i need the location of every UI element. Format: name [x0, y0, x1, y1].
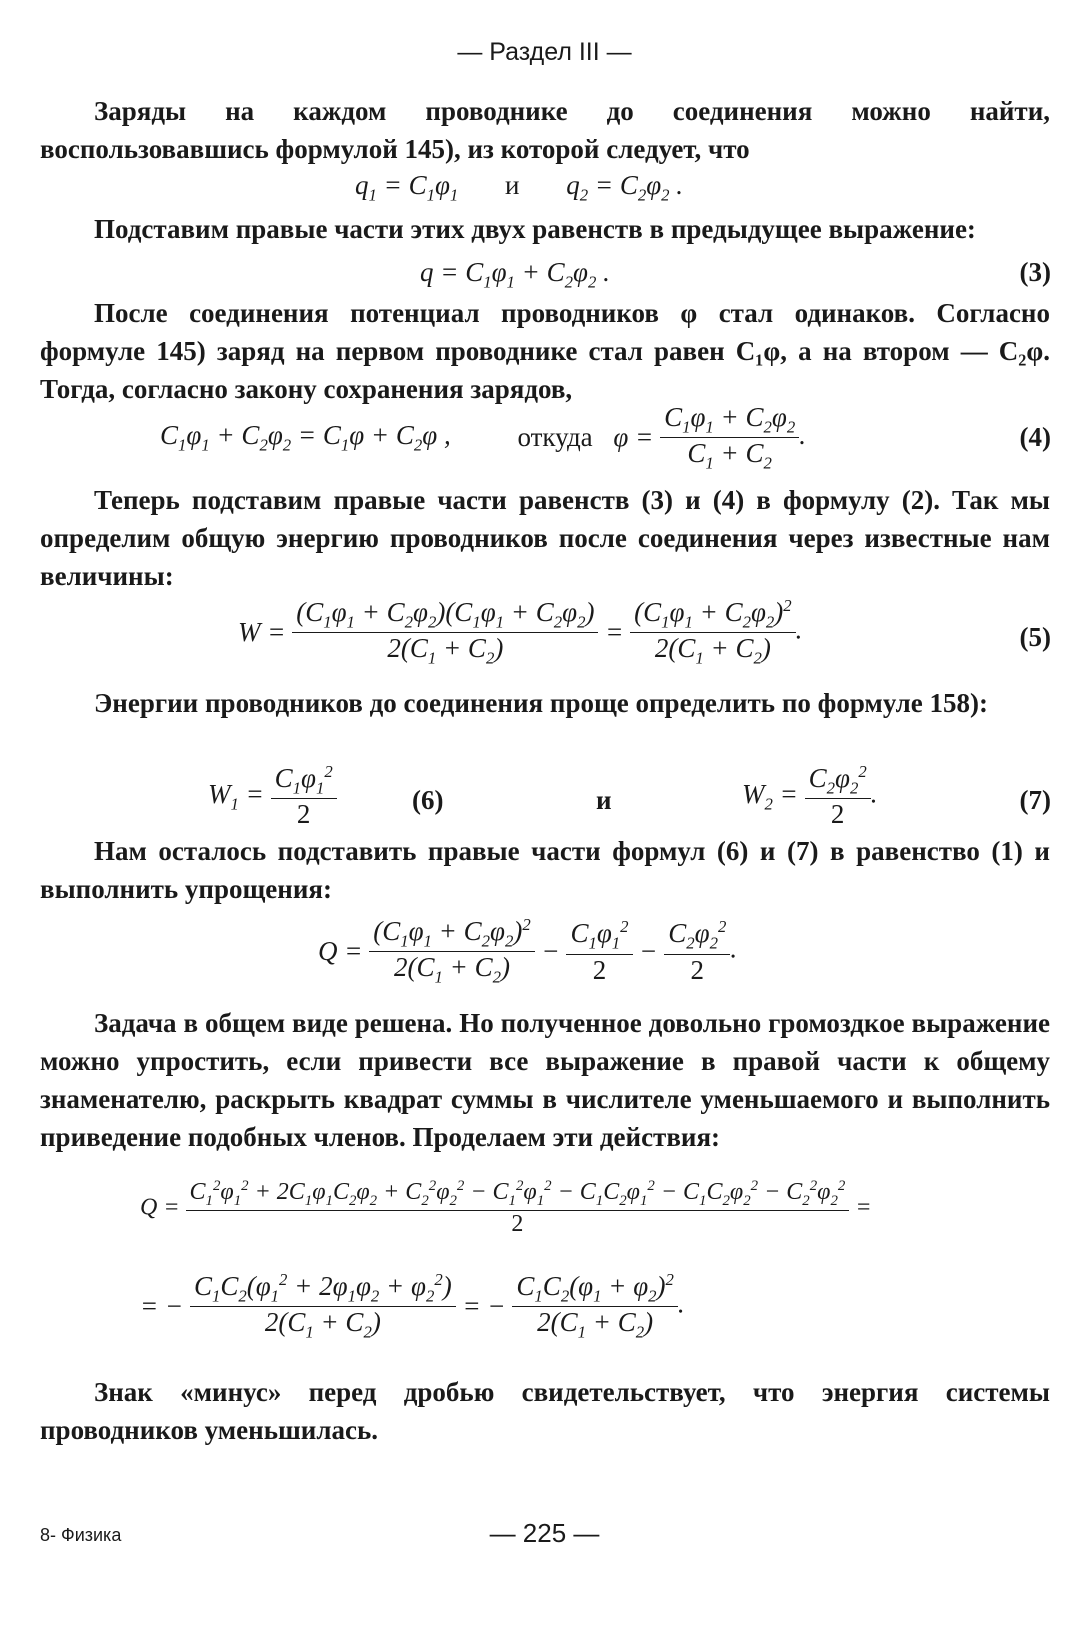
- formula-Q-result: = − $\frac{C_1C_2(\varphi_1^2 + 2\varphi_1\varphi_2 + \varphi_2^2)}{2(C_1 + C_2)}$ = − $\frac{C_1C_2(\varphi_1 + \varphi_2)^2}{2(C_1 + C_2)}$ .: [140, 1270, 685, 1342]
- whence-word: откуда: [517, 422, 593, 453]
- formula-5: W = $\frac{(C_1\varphi_1 + C_2\varphi_2)(C_1\varphi_1 + C_2\varphi_2)}{2(C_1 + C_2)}$ = $\frac{(C_1\varphi_1 + C_2\varphi_2)^2}{2(C_1 + C_2)}$ .: [238, 596, 803, 668]
- formula-7: $W_2$ = $\frac{C_2\varphi_2^2}{2}$ .: [742, 762, 878, 830]
- section-header: — Раздел III —: [457, 38, 632, 66]
- formula-3: $q = C_1\varphi_1 + C_2\varphi_2$ .: [420, 257, 610, 292]
- equation-number-5: (5): [1019, 622, 1051, 652]
- equation-number-6: (6): [412, 785, 444, 815]
- and-word-2: и: [596, 785, 612, 815]
- footer-signature: 8- Физика: [40, 1525, 122, 1545]
- formula-6: $W_1$ = $\frac{C_1\varphi_1^2}{2}$: [208, 762, 337, 830]
- paragraph-7: Задача в общем виде решена. Но полученное довольно громоздкое выражение можно упростить, если привести все выражение в правой части к общему знаменателю, раскрыть квадрат суммы в числителе уменьшаемого и выполнить приведение подобных членов. Проделаем эти действия:: [40, 1008, 1050, 1152]
- equation-number-4: (4): [1019, 422, 1051, 452]
- equation-number-7: (7): [1019, 785, 1051, 815]
- and-word: и: [505, 170, 520, 200]
- paragraph-6: Нам осталось подставить правые части формул (6) и (7) в равенство (1) и выполнить упрощения:: [40, 836, 1050, 904]
- paragraph-4: Теперь подставим правые части равенств (3) и (4) в формулу (2). Так мы определим общую энергию проводников после соединения через известные нам величины:: [40, 485, 1050, 591]
- paragraph-8: Знак «минус» перед дробью свидетельствует, что энергия системы проводников уменьшилась.: [40, 1377, 1050, 1445]
- paragraph-2: Подставим правые части этих двух равенств в предыдущее выражение:: [94, 214, 976, 244]
- formula-charges: $q_1 = C_1\varphi_1$ и $q_2 = C_2\varphi_2$ .: [355, 170, 684, 205]
- fraction-phi: $\frac{C_1\varphi_1 + C_2\varphi_2}{C_1 + C_2}$: [660, 402, 799, 474]
- formula-4: $C_1\varphi_1 + C_2\varphi_2 = C_1\varphi + C_2\varphi$ , откуда φ = $\frac{C_1\varphi_1 + C_2\varphi_2}{C_1 + C_2}$ .: [160, 402, 806, 473]
- equation-number-3: (3): [1019, 257, 1051, 287]
- formula-Q-expanded: Q = $C_1^2\varphi_1^2 + 2C_1\varphi_1C_2\varphi_2 + C_2^2\varphi_2^2 - C_1^2\varphi_1^2 - C_1C_2\varphi_1^2 - C_1C_2\varphi_2^2 - C_2^2\varphi_2^2$ 2 =: [140, 1178, 872, 1237]
- page-number: — 225 —: [489, 1518, 600, 1548]
- formula-Q: Q = $\frac{(C_1\varphi_1 + C_2\varphi_2)^2}{2(C_1 + C_2)}$ − $\frac{C_1\varphi_1^2}{2}$ − $\frac{C_2\varphi_2^2}{2}$ .: [318, 915, 738, 987]
- paragraph-3: После соединения потенциал проводников φ стал одинаков. Согласно формуле 145) заряд на первом проводнике стал равен C₁φ, а на втором — C₂φ. Тогда, согласно закону сохранения зарядов,: [40, 298, 1050, 404]
- paragraph-5: Энергии проводников до соединения проще определить по формуле 158):: [94, 688, 989, 718]
- paragraph-1: Заряды на каждом проводнике до соединения можно найти, воспользовавшись формулой 145), из которой следует, что: [40, 96, 1050, 164]
